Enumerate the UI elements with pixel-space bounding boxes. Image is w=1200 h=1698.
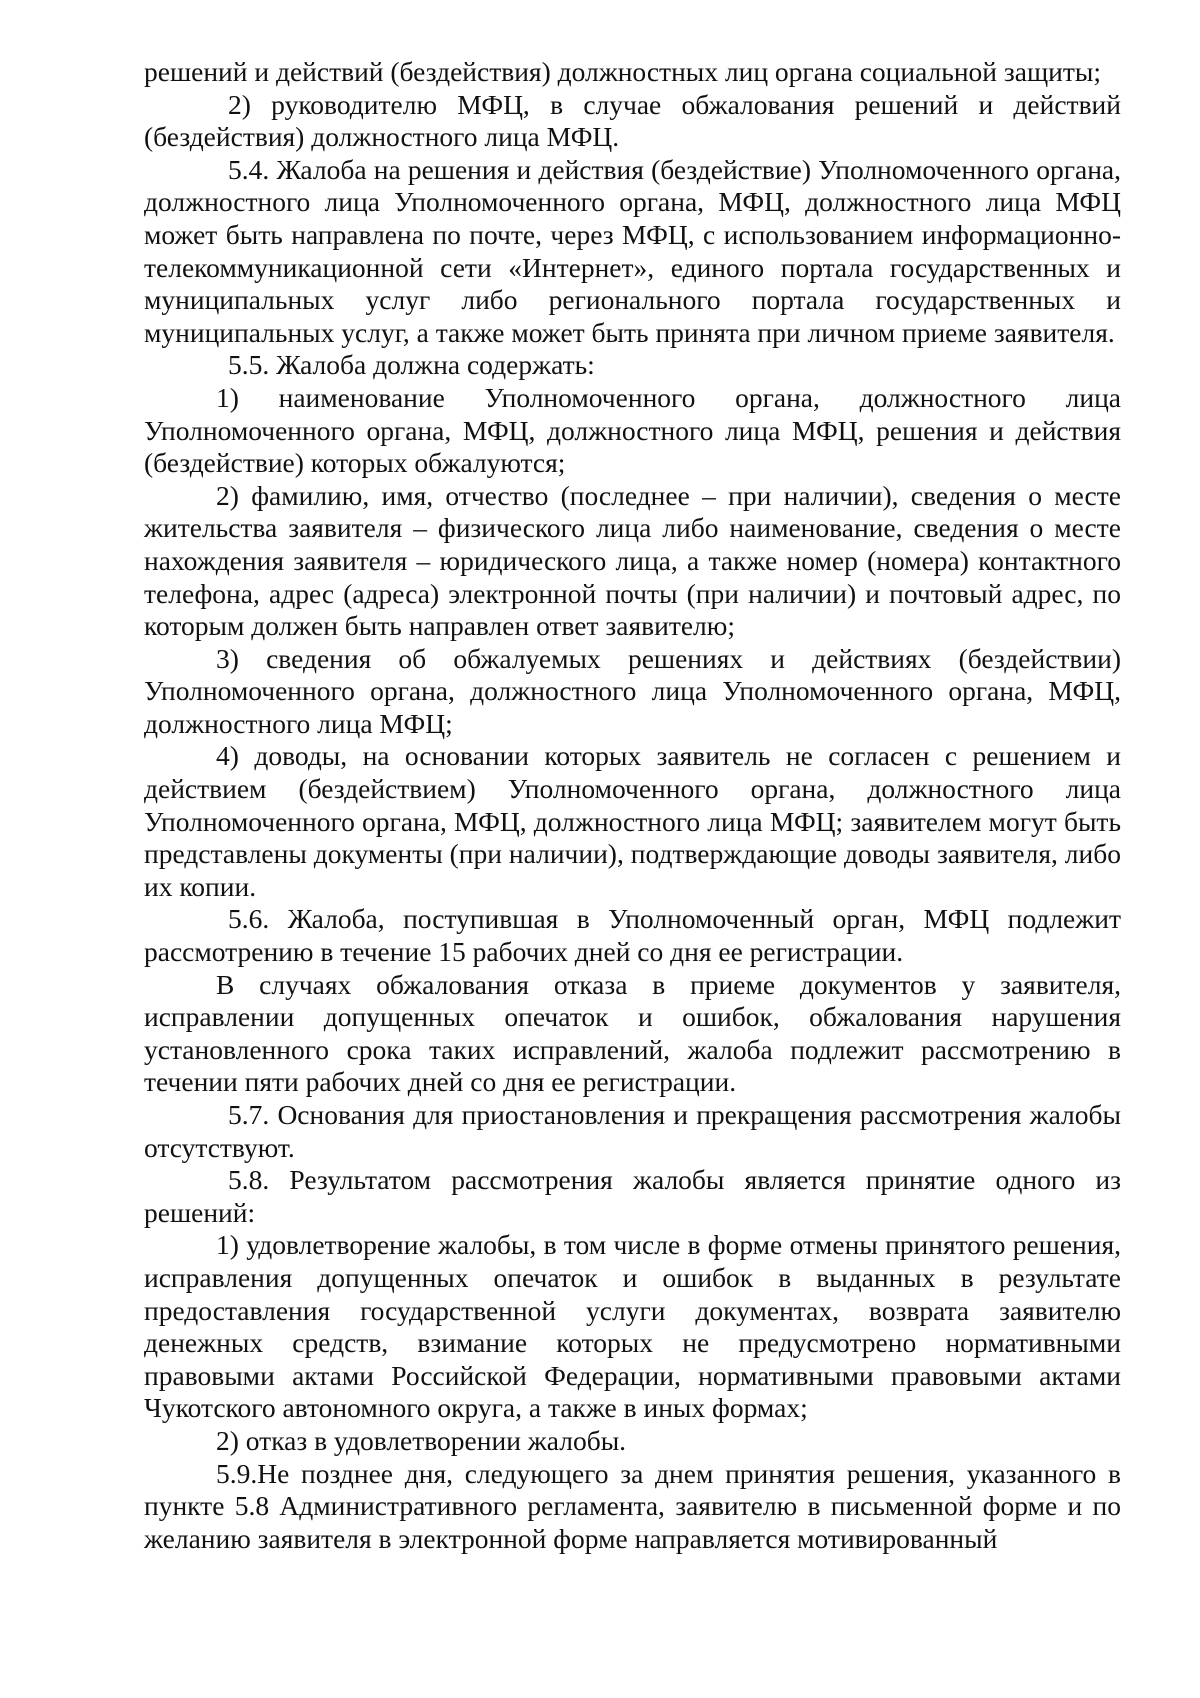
paragraph-5-5-item-4: 4) доводы, на основании которых заявитель не согласен с решением и действием (бездействием) Уполномоченного органа, должностного лица Уполномоченного органа, МФЦ, должностного лица МФЦ; заявителем могут быть представлены документы (при наличии), подтверждающие доводы заявителя, либо их копии. [144, 740, 1121, 902]
paragraph-5-7: 5.7. Основания для приостановления и прекращения рассмотрения жалобы отсутствуют. [144, 1099, 1121, 1163]
paragraph-5-8-item-2: 2) отказ в удовлетворении жалобы. [216, 1424, 627, 1456]
paragraph-5-8: 5.8. Результатом рассмотрения жалобы является принятие одного из решений: [144, 1164, 1121, 1228]
document-page [144, 56, 1121, 1555]
paragraph-5-9: 5.9.Не позднее дня, следующего за днем принятия решения, указанного в пункте 5.8 Административного регламента, заявителю в письменной форме и по желанию заявителя в электронной форме направляется мотивированный [144, 1457, 1121, 1554]
paragraph-5-5-item-3: 3) сведения об обжалуемых решениях и действиях (бездействии) Уполномоченного органа, должностного лица Уполномоченного органа, МФЦ, должностного лица МФЦ; [144, 642, 1121, 739]
paragraph-5-8-item-1: 1) удовлетворение жалобы, в том числе в форме отмены принятого решения, исправления допущенных опечаток и ошибок в выданных в результате предоставления государственной услуги документах, возврата заявителю денежных средств, взимание которых не предусмотрено нормативными правовыми актами Российской Федерации, нормативными правовыми актами Чукотского автономного округа, а также в иных формах; [144, 1229, 1121, 1424]
paragraph-5-5-item-1: 1) наименование Уполномоченного органа, должностного лица Уполномоченного органа, МФЦ, должностного лица МФЦ, решения и действия (бездействие) которых обжалуются; [144, 381, 1121, 479]
paragraph-5-6-cases: В случаях обжалования отказа в приеме документов у заявителя, исправлении допущенных опечаток и ошибок, обжалования нарушения установленного срока таких исправлений, жалоба подлежит рассмотрению в течении пяти рабочих дней со дня ее регистрации. [144, 968, 1121, 1098]
paragraph-5-5: 5.5. Жалоба должна содержать: [228, 349, 595, 381]
paragraph-5-6: 5.6. Жалоба, поступившая в Уполномоченный орган, МФЦ подлежит рассмотрению в течение 15 рабочих дней со дня ее регистрации. [144, 903, 1121, 968]
paragraph-5-5-item-2: 2) фамилию, имя, отчество (последнее – при наличии), сведения о месте жительства заявителя – физического лица либо наименование, сведения о месте нахождения заявителя – юридического лица, а также номер (номера) контактного телефона, адрес (адреса) электронной почты (при наличии) и почтовый адрес, по которым должен быть направлен ответ заявителю; [144, 479, 1121, 642]
paragraph-item-2-mfc-head: 2) руководителю МФЦ, в случае обжалования решений и действий (бездействия) должностного лица МФЦ. [144, 88, 1121, 153]
paragraph-continuation: решений и действий (бездействия) должностных лиц органа социальной защиты; [144, 56, 1101, 87]
paragraph-5-4: 5.4. Жалоба на решения и действия (бездействие) Уполномоченного органа, должностного лица Уполномоченного органа, МФЦ, должностного лица МФЦ может быть направлена по почте, через МФЦ, с использованием информационно-телекоммуникационной сети «Интернет», единого портала государственных и муниципальных услуг либо регионального портала государственных и муниципальных услуг, а также может быть принята при личном приеме заявителя. [144, 153, 1121, 348]
